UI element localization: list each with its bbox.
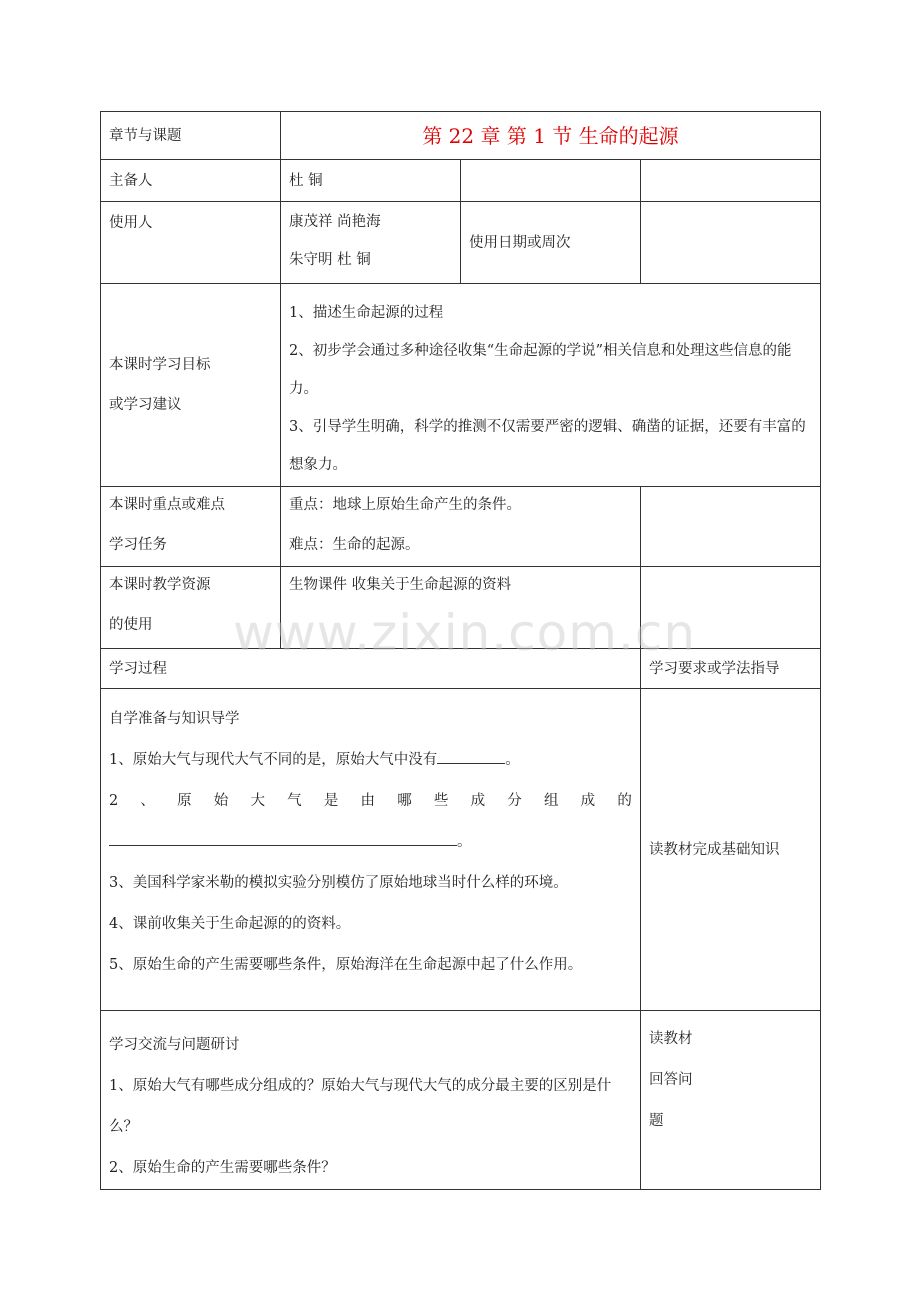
- q2-char: 原: [177, 793, 192, 809]
- goals-label-line-2: 或学习建议: [109, 397, 182, 413]
- goals-label-cell: [101, 284, 281, 487]
- resources-text: 生物课件 收集关于生命起源的资料: [289, 577, 512, 593]
- users-line-1: 康茂祥 尚艳海: [289, 214, 381, 230]
- goal-item: 3、引导学生明确，科学的推测不仅需要严密的逻辑、确凿的证据，还要有丰富的想象力。: [289, 419, 806, 473]
- q2-char: 的: [617, 793, 632, 809]
- users-label-cell: [101, 202, 281, 284]
- self-study-question-3: 3、美国科学家米勒的模拟实验分别模仿了原始地球当时什么样的环境。: [109, 875, 568, 891]
- process-header-row: [101, 649, 821, 689]
- q2-char: 分: [507, 793, 522, 809]
- q2-char: 由: [360, 793, 376, 809]
- preparer-row: [101, 160, 821, 202]
- q2-char: 2: [109, 793, 119, 809]
- answer-blank: [437, 749, 505, 764]
- q2-char: 始: [213, 793, 229, 809]
- users-names-cell: [281, 202, 461, 284]
- q2-char: 大: [250, 793, 265, 809]
- empty-cell: [461, 160, 641, 202]
- discussion-question-2: 2、原始生命的产生需要哪些条件？: [109, 1160, 336, 1176]
- question-1-text: 1、原始大气与现代大气不同的是，原始大气中没有: [109, 752, 438, 768]
- answer-blank: [109, 831, 457, 846]
- users-label: 使用人: [109, 215, 153, 231]
- empty-cell: [641, 567, 821, 649]
- goal-item: 1、描述生命起源的过程: [289, 305, 444, 321]
- lesson-title: 第 22 章 第 1 节 生命的起源: [281, 112, 821, 160]
- self-study-guidance: 读教材完成基础知识: [641, 689, 821, 1011]
- self-study-heading: 自学准备与知识导学: [109, 711, 240, 727]
- users-row: [101, 202, 821, 284]
- self-study-question-4: 4、课前收集关于生命起源的的资料。: [109, 916, 351, 932]
- preparer-label: 主备人: [101, 160, 281, 202]
- focus-label-line-2: 学习任务: [109, 537, 167, 553]
- lesson-plan-table: [100, 111, 821, 1190]
- process-header: 学习过程: [101, 649, 641, 689]
- focus-label-cell: [101, 487, 281, 567]
- empty-cell: [641, 202, 821, 284]
- question-1-end: 。: [505, 752, 520, 768]
- q2-char: 成: [470, 793, 486, 809]
- self-study-question-5: 5、原始生命的产生需要哪些条件，原始海洋在生命起源中起了什么作用。: [109, 957, 583, 973]
- discussion-heading: 学习交流与问题研讨: [109, 1037, 240, 1053]
- focus-label-line-1: 本课时重点或难点: [109, 497, 225, 513]
- lesson-plan-sheet: [100, 111, 820, 1180]
- self-study-row: [101, 689, 821, 1011]
- self-study-question-2-blank: [109, 822, 632, 863]
- self-study-question-2: [109, 781, 632, 822]
- q2-char: 是: [323, 793, 339, 809]
- watermark: www.zixin.com.cn: [233, 604, 697, 662]
- goal-item: 2、初步学会通过多种途径收集“生命起源的学说”相关信息和处理这些信息的能力。: [289, 343, 792, 397]
- empty-cell: [641, 160, 821, 202]
- date-label: 使用日期或周次: [461, 202, 641, 284]
- goals-label-line-1: 本课时学习目标: [109, 357, 211, 373]
- focus-key-point: 重点：地球上原始生命产生的条件。: [289, 497, 521, 513]
- discussion-row: [101, 1011, 821, 1190]
- q2-char: 、: [140, 793, 155, 809]
- q2-char: 成: [580, 793, 596, 809]
- q2-char: 哪: [397, 793, 412, 809]
- resources-label-line-1: 本课时教学资源: [109, 577, 211, 593]
- q2-char: 组: [543, 793, 559, 809]
- discussion-guidance: [641, 1011, 821, 1190]
- discussion-content: [101, 1011, 641, 1190]
- resources-label-cell: [101, 567, 281, 649]
- focus-row: [101, 487, 821, 567]
- resources-label-line-2: 的使用: [109, 617, 153, 633]
- guidance-line: 题: [649, 1113, 664, 1129]
- empty-cell: [641, 487, 821, 567]
- resources-row: [101, 567, 821, 649]
- resources-content: [281, 567, 641, 649]
- q2-char: 些: [433, 793, 449, 809]
- guidance-header: 学习要求或学法指导: [641, 649, 821, 689]
- q2-char: 气: [287, 793, 302, 809]
- focus-content: [281, 487, 641, 567]
- preparer-name: 杜 铜: [281, 160, 461, 202]
- goals-row: [101, 284, 821, 487]
- self-study-question-1: [109, 740, 632, 781]
- self-study-content: [101, 689, 641, 1011]
- guidance-line: 回答问: [649, 1072, 693, 1088]
- discussion-question-1: 1、原始大气有哪些成分组成的？原始大气与现代大气的成分最主要的区别是什么？: [109, 1078, 612, 1135]
- users-line-2: 朱守明 杜 铜: [289, 252, 371, 268]
- chapter-label: 章节与课题: [101, 112, 281, 160]
- guidance-line: 读教材: [649, 1031, 693, 1047]
- chapter-row: [101, 112, 821, 160]
- focus-difficulty: 难点：生命的起源。: [289, 537, 420, 553]
- question-2-end: 。: [457, 834, 472, 850]
- goals-content: [281, 284, 821, 487]
